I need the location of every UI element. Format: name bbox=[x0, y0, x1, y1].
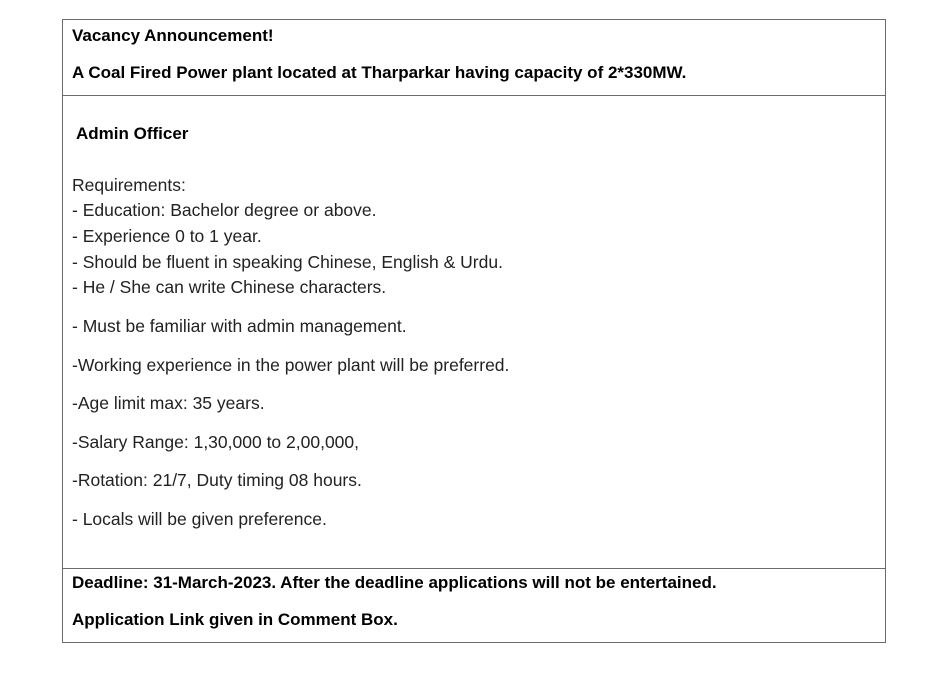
requirement-education: - Education: Bachelor degree or above. bbox=[72, 200, 377, 220]
header-section bbox=[63, 20, 885, 96]
vacancy-announcement-table bbox=[62, 19, 886, 643]
requirement-languages: - Should be fluent in speaking Chinese, English & Urdu. bbox=[72, 252, 503, 272]
requirement-power-plant-experience: -Working experience in the power plant will be preferred. bbox=[72, 355, 510, 375]
requirement-admin-management: - Must be familiar with admin management. bbox=[72, 316, 407, 336]
job-details-section bbox=[63, 96, 885, 569]
position-title: Admin Officer bbox=[76, 124, 189, 143]
requirement-age-limit: -Age limit max: 35 years. bbox=[72, 393, 265, 413]
requirement-rotation: -Rotation: 21/7, Duty timing 08 hours. bbox=[72, 470, 362, 490]
deadline-text: Deadline: 31-March-2023. After the deadline applications will not be entertained. bbox=[72, 573, 717, 592]
footer-section bbox=[63, 569, 885, 642]
requirement-chinese-writing: - He / She can write Chinese characters. bbox=[72, 277, 387, 297]
plant-description: A Coal Fired Power plant located at Tharparkar having capacity of 2*330MW. bbox=[72, 63, 687, 82]
application-link-note: Application Link given in Comment Box. bbox=[72, 610, 398, 629]
requirement-salary-range: -Salary Range: 1,30,000 to 2,00,000, bbox=[72, 432, 360, 452]
announcement-title: Vacancy Announcement! bbox=[72, 26, 274, 45]
requirements-label: Requirements: bbox=[72, 175, 186, 195]
requirement-locals-preference: - Locals will be given preference. bbox=[72, 509, 327, 529]
requirement-experience: - Experience 0 to 1 year. bbox=[72, 226, 262, 246]
